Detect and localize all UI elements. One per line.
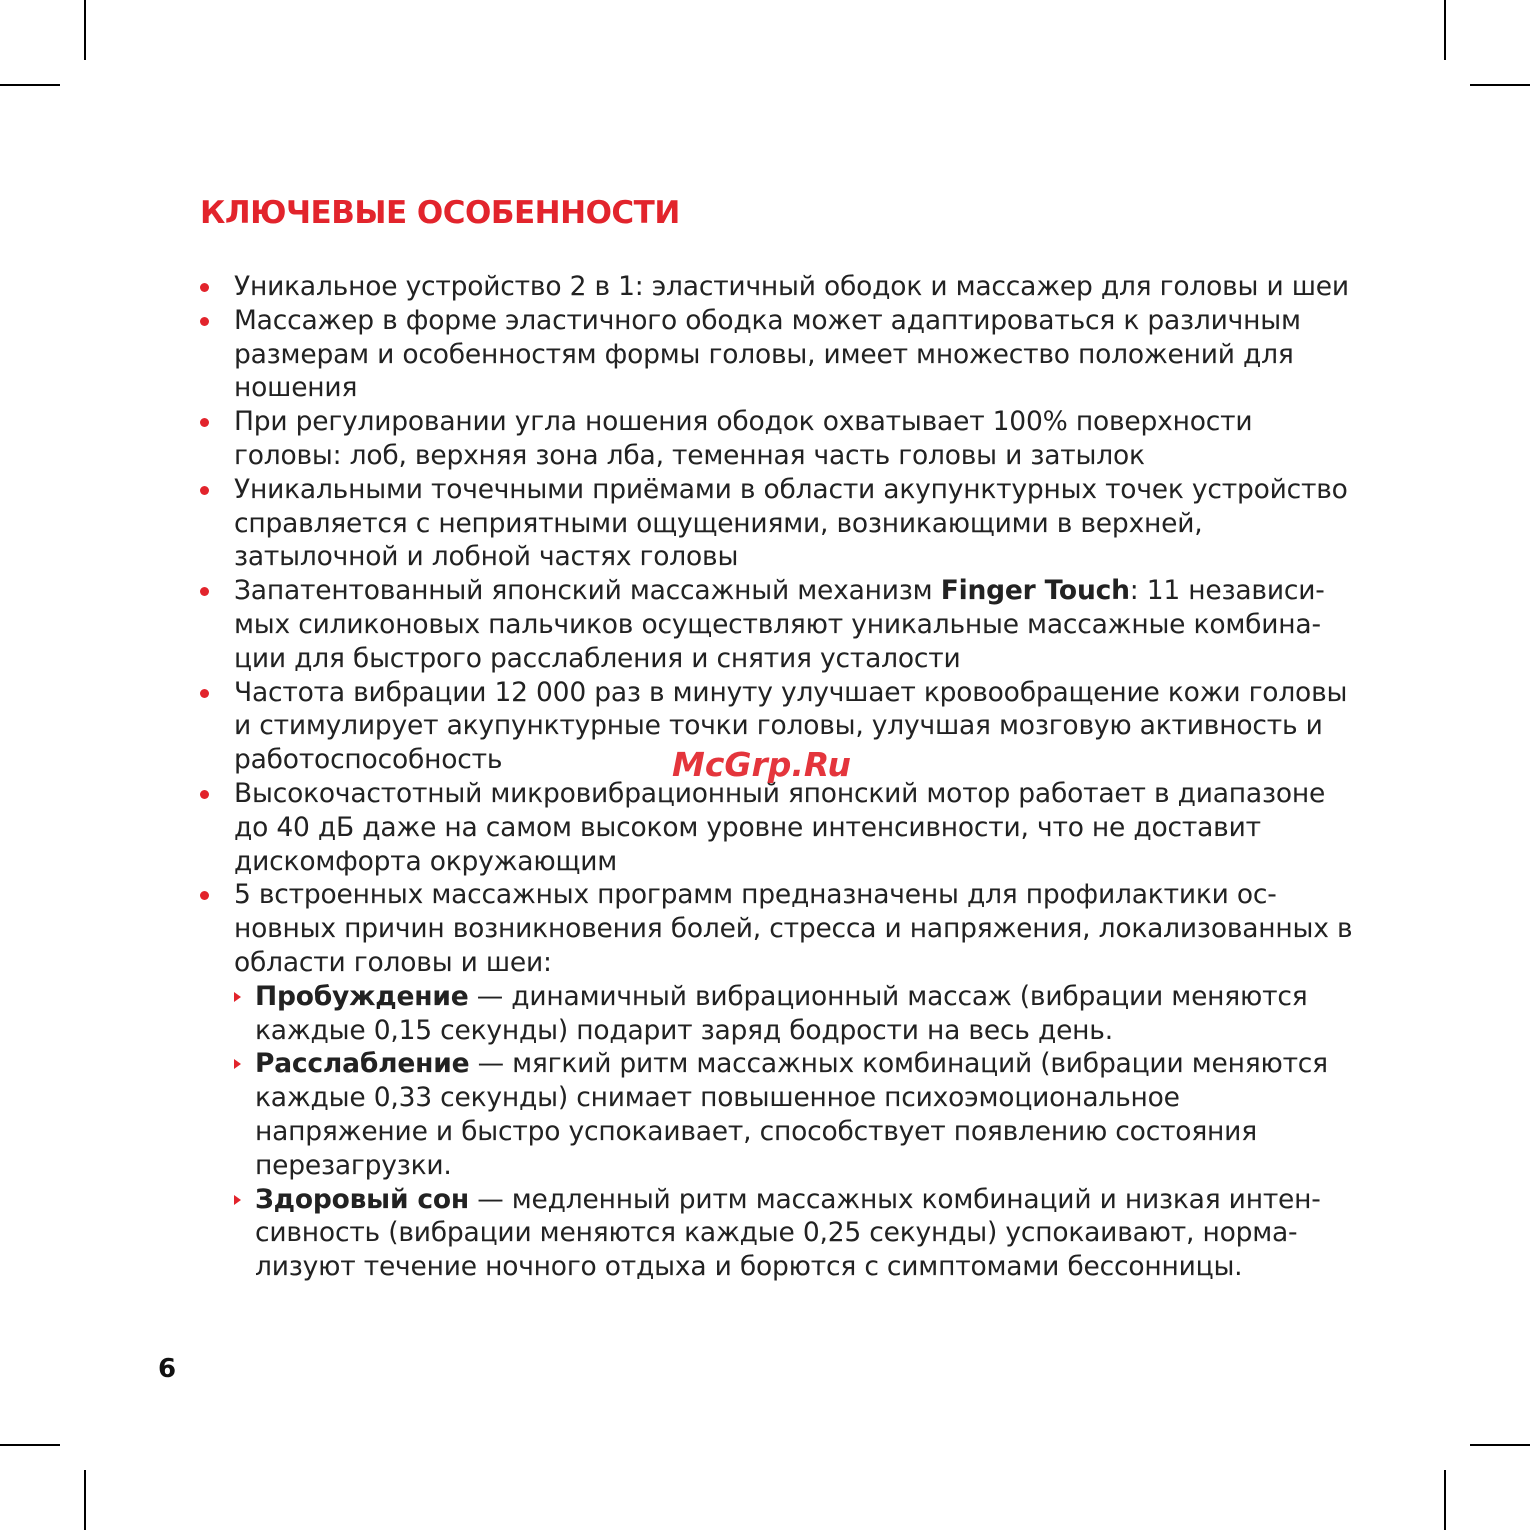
bullet-dot-icon	[200, 587, 209, 596]
feature-text-before: Запатентованный японский массажный механизм	[234, 575, 941, 607]
bullet-dot-icon	[200, 418, 209, 427]
program-item	[234, 1047, 1360, 1182]
bullet-dot-icon	[200, 689, 209, 698]
program-description: — динамичный вибрационный массаж (вибрации меняются каждые 0,15 секунды) подарит заряд бодрости на весь день.	[255, 980, 1308, 1046]
feature-item	[200, 777, 1360, 878]
bullet-dot-icon	[200, 790, 209, 799]
bullet-dot-icon	[200, 283, 209, 292]
feature-text: При регулировании угла ношения ободок охватывает 100% поверхности головы: лоб, верхняя зона лба, теменная часть головы и затылок	[234, 406, 1253, 471]
feature-text: Частота вибрации 12 000 раз в минуту улучшает кровообращение кожи головы и стимулирует акупунктурные точки головы, улучшая мозговую активность и работоспособность	[234, 676, 1348, 776]
feature-item	[200, 574, 1360, 675]
crop-mark-top-right-vertical	[1444, 0, 1446, 60]
page-title: КЛЮЧЕВЫЕ ОСОБЕННОСТИ	[200, 195, 680, 231]
crop-mark-bottom-left-vertical	[84, 1470, 86, 1530]
bullet-dot-icon	[200, 891, 209, 900]
feature-item	[200, 304, 1360, 405]
feature-text: Уникальными точечными приёмами в области акупунктурных точек устройство справляется с неприятными ощущениями, возникающими в верхней, затылочной и лобной частях головы	[234, 473, 1348, 573]
program-name: Расслабление	[255, 1048, 470, 1080]
crop-mark-top-left-vertical	[84, 0, 86, 60]
crop-mark-bottom-right-vertical	[1444, 1470, 1446, 1530]
feature-text-after: : 11 независимых силиконовых пальчиков осуществляют уникальные массажные комбинации для быстрого расслабления и снятия усталости	[234, 575, 1325, 674]
program-item	[234, 980, 1360, 1048]
feature-text: Высокочастотный микровибрационный японский мотор работает в диапазоне до 40 дБ даже на самом высоком уровне интенсивности, что не доставит дискомфорта окружающим	[234, 777, 1326, 877]
bullet-dot-icon	[200, 317, 209, 326]
programs-list	[234, 980, 1360, 1284]
feature-text: Уникальное устройство 2 в 1: эластичный ободок и массажер для головы и шеи	[234, 271, 1349, 302]
program-name: Здоровый сон	[255, 1183, 469, 1215]
triangle-arrow-icon	[234, 992, 241, 1002]
feature-brand-name: Finger Touch	[940, 575, 1130, 607]
crop-mark-top-left-horizontal	[0, 84, 60, 86]
program-name: Пробуждение	[255, 980, 469, 1012]
program-description: — мягкий ритм массажных комбинаций (вибрации меняются каждые 0,33 секунды) снимает повышенное психоэмоциональное напряжение и быстро успокаивает, способствует появлению состояния перезагрузки.	[255, 1048, 1328, 1181]
triangle-arrow-icon	[234, 1059, 241, 1069]
feature-item	[200, 270, 1360, 304]
bullet-dot-icon	[200, 486, 209, 495]
feature-text: 5 встроенных массажных программ предназначены для профилактики основных причин возникновения болей, стресса и напряжения, локализованных в области головы и шеи:	[234, 879, 1353, 978]
page-number: 6	[158, 1354, 177, 1384]
feature-text: Массажер в форме эластичного ободка может адаптироваться к различным размерам и особенностям формы головы, имеет множество положений для ношения	[234, 304, 1301, 404]
watermark: McGrp.Ru	[672, 745, 852, 784]
program-item	[234, 1183, 1360, 1284]
crop-mark-top-right-horizontal	[1470, 84, 1530, 86]
crop-mark-bottom-right-horizontal	[1470, 1444, 1530, 1446]
crop-mark-bottom-left-horizontal	[0, 1444, 60, 1446]
feature-item	[200, 878, 1360, 1284]
feature-item	[200, 473, 1360, 574]
triangle-arrow-icon	[234, 1195, 241, 1205]
feature-item	[200, 405, 1360, 473]
program-description: — медленный ритм массажных комбинаций и низкая интенсивность (вибрации меняются каждые 0,25 секунды) успокаивают, нормализуют течение ночного отдыха и борются с симптомами бессонницы.	[255, 1183, 1321, 1283]
